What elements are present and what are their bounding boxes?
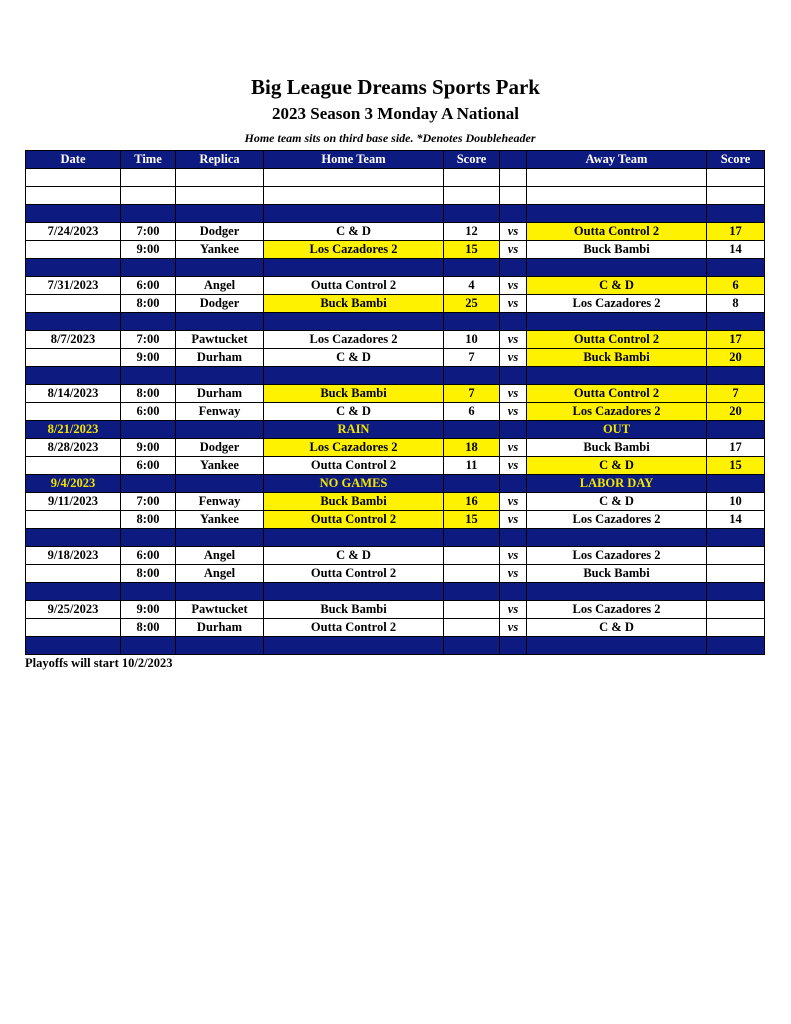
- replica-cell: Angel: [176, 547, 264, 565]
- date-cell: 9/11/2023: [26, 493, 121, 511]
- time-cell: 9:00: [121, 601, 176, 619]
- replica-cell: Durham: [176, 385, 264, 403]
- empty-cell: [26, 313, 121, 331]
- empty-cell: [500, 529, 527, 547]
- game-row: [26, 241, 765, 259]
- away-score-cell: 7: [707, 385, 765, 403]
- date-cell: 9/18/2023: [26, 547, 121, 565]
- replica-cell: Durham: [176, 619, 264, 637]
- date-cell: 8/21/2023: [26, 421, 121, 439]
- away-score-cell: [707, 601, 765, 619]
- vs-cell: vs: [500, 241, 527, 259]
- empty-cell: [527, 205, 707, 223]
- vs-cell: vs: [500, 601, 527, 619]
- vs-cell: vs: [500, 493, 527, 511]
- vs-cell: vs: [500, 403, 527, 421]
- header-home-score: Score: [444, 151, 500, 169]
- date-cell: 9/25/2023: [26, 601, 121, 619]
- header-away-team: Away Team: [527, 151, 707, 169]
- away-team-cell: Buck Bambi: [527, 565, 707, 583]
- replica-cell: Dodger: [176, 223, 264, 241]
- away-team-cell: C & D: [527, 619, 707, 637]
- empty-cell: [264, 205, 444, 223]
- home-team-cell: C & D: [264, 349, 444, 367]
- empty-cell: [444, 205, 500, 223]
- date-cell: [26, 565, 121, 583]
- away-team-cell: Los Cazadores 2: [527, 295, 707, 313]
- separator-row: [26, 529, 765, 547]
- away-score-cell: [707, 421, 765, 439]
- header-replica: Replica: [176, 151, 264, 169]
- replica-cell: Dodger: [176, 295, 264, 313]
- empty-cell: [500, 187, 527, 205]
- away-score-cell: 10: [707, 493, 765, 511]
- home-team-cell: C & D: [264, 547, 444, 565]
- empty-cell: [707, 529, 765, 547]
- home-team-cell: C & D: [264, 403, 444, 421]
- date-cell: [26, 241, 121, 259]
- game-row: [26, 439, 765, 457]
- time-cell: 9:00: [121, 349, 176, 367]
- away-team-cell: Buck Bambi: [527, 439, 707, 457]
- time-cell: 7:00: [121, 493, 176, 511]
- game-row: [26, 619, 765, 637]
- home-team-cell: Los Cazadores 2: [264, 331, 444, 349]
- vs-cell: vs: [500, 547, 527, 565]
- empty-cell: [176, 169, 264, 187]
- away-score-cell: 17: [707, 223, 765, 241]
- special-row: [26, 421, 765, 439]
- replica-cell: Pawtucket: [176, 331, 264, 349]
- game-row: [26, 493, 765, 511]
- date-cell: [26, 295, 121, 313]
- empty-cell: [121, 367, 176, 385]
- home-team-cell: Buck Bambi: [264, 295, 444, 313]
- vs-cell: vs: [500, 457, 527, 475]
- empty-cell: [707, 187, 765, 205]
- time-cell: 7:00: [121, 331, 176, 349]
- empty-cell: [527, 637, 707, 655]
- home-score-cell: 6: [444, 403, 500, 421]
- away-team-cell: Los Cazadores 2: [527, 511, 707, 529]
- away-score-cell: 8: [707, 295, 765, 313]
- empty-cell: [264, 637, 444, 655]
- empty-cell: [444, 313, 500, 331]
- empty-cell: [527, 187, 707, 205]
- away-team-cell: Buck Bambi: [527, 349, 707, 367]
- replica-cell: Durham: [176, 349, 264, 367]
- game-row: [26, 403, 765, 421]
- empty-cell: [264, 259, 444, 277]
- empty-cell: [707, 313, 765, 331]
- game-row: [26, 349, 765, 367]
- home-score-cell: [444, 565, 500, 583]
- empty-cell: [707, 205, 765, 223]
- away-score-cell: 17: [707, 439, 765, 457]
- game-row: [26, 547, 765, 565]
- home-score-cell: 25: [444, 295, 500, 313]
- away-score-cell: [707, 619, 765, 637]
- empty-cell: [444, 259, 500, 277]
- empty-cell: [527, 529, 707, 547]
- empty-cell: [500, 583, 527, 601]
- home-team-cell: Outta Control 2: [264, 619, 444, 637]
- away-team-cell: C & D: [527, 457, 707, 475]
- home-score-cell: 18: [444, 439, 500, 457]
- blank-row: [26, 169, 765, 187]
- separator-row: [26, 259, 765, 277]
- page-subtitle: 2023 Season 3 Monday A National: [271, 104, 519, 123]
- time-cell: 9:00: [121, 241, 176, 259]
- away-score-cell: [707, 547, 765, 565]
- empty-cell: [26, 205, 121, 223]
- away-score-cell: 17: [707, 331, 765, 349]
- time-cell: 6:00: [121, 403, 176, 421]
- playoffs-note: Playoffs will start 10/2/2023: [25, 656, 173, 670]
- empty-cell: [26, 583, 121, 601]
- away-score-cell: [707, 475, 765, 493]
- home-score-cell: 7: [444, 349, 500, 367]
- time-cell: 6:00: [121, 277, 176, 295]
- date-cell: 8/7/2023: [26, 331, 121, 349]
- empty-cell: [264, 313, 444, 331]
- replica-cell: Angel: [176, 565, 264, 583]
- empty-cell: [500, 313, 527, 331]
- date-cell: [26, 403, 121, 421]
- game-row: [26, 223, 765, 241]
- empty-cell: [121, 169, 176, 187]
- schedule-body: [26, 169, 765, 655]
- home-score-cell: [444, 421, 500, 439]
- replica-cell: Fenway: [176, 403, 264, 421]
- header-home-team: Home Team: [264, 151, 444, 169]
- date-cell: 9/4/2023: [26, 475, 121, 493]
- home-team-cell: Buck Bambi: [264, 601, 444, 619]
- home-score-cell: 15: [444, 241, 500, 259]
- replica-cell: [176, 421, 264, 439]
- away-team-cell: C & D: [527, 493, 707, 511]
- separator-row: [26, 313, 765, 331]
- empty-cell: [121, 259, 176, 277]
- empty-cell: [527, 583, 707, 601]
- away-team-cell: OUT: [527, 421, 707, 439]
- vs-cell: vs: [500, 385, 527, 403]
- away-team-cell: Los Cazadores 2: [527, 403, 707, 421]
- home-team-cell: NO GAMES: [264, 475, 444, 493]
- away-score-cell: 14: [707, 511, 765, 529]
- date-cell: 8/28/2023: [26, 439, 121, 457]
- empty-cell: [121, 187, 176, 205]
- away-team-cell: C & D: [527, 277, 707, 295]
- empty-cell: [707, 583, 765, 601]
- empty-cell: [26, 259, 121, 277]
- game-row: [26, 331, 765, 349]
- empty-cell: [444, 169, 500, 187]
- empty-cell: [26, 529, 121, 547]
- header-away-score: Score: [707, 151, 765, 169]
- home-team-cell: Buck Bambi: [264, 385, 444, 403]
- home-score-cell: [444, 619, 500, 637]
- blank-row: [26, 187, 765, 205]
- home-score-cell: [444, 547, 500, 565]
- empty-cell: [707, 637, 765, 655]
- home-team-cell: Los Cazadores 2: [264, 241, 444, 259]
- date-cell: [26, 457, 121, 475]
- home-score-cell: [444, 475, 500, 493]
- empty-cell: [444, 637, 500, 655]
- empty-cell: [444, 187, 500, 205]
- empty-cell: [707, 259, 765, 277]
- separator-row: [26, 637, 765, 655]
- home-team-cell: Buck Bambi: [264, 493, 444, 511]
- away-score-cell: 6: [707, 277, 765, 295]
- vs-cell: vs: [500, 565, 527, 583]
- empty-cell: [264, 367, 444, 385]
- separator-row: [26, 583, 765, 601]
- replica-cell: Pawtucket: [176, 601, 264, 619]
- away-score-cell: 14: [707, 241, 765, 259]
- empty-cell: [444, 367, 500, 385]
- game-row: [26, 601, 765, 619]
- empty-cell: [500, 637, 527, 655]
- empty-cell: [264, 169, 444, 187]
- separator-row: [26, 205, 765, 223]
- home-team-cell: Outta Control 2: [264, 277, 444, 295]
- home-score-cell: [444, 601, 500, 619]
- date-cell: [26, 349, 121, 367]
- game-row: [26, 277, 765, 295]
- replica-cell: Dodger: [176, 439, 264, 457]
- home-score-cell: 15: [444, 511, 500, 529]
- empty-cell: [176, 205, 264, 223]
- vs-cell: vs: [500, 511, 527, 529]
- game-row: [26, 565, 765, 583]
- empty-cell: [500, 259, 527, 277]
- time-cell: 8:00: [121, 565, 176, 583]
- empty-cell: [527, 169, 707, 187]
- home-score-cell: 4: [444, 277, 500, 295]
- empty-cell: [264, 187, 444, 205]
- header-time: Time: [121, 151, 176, 169]
- empty-cell: [121, 637, 176, 655]
- empty-cell: [176, 583, 264, 601]
- empty-cell: [444, 529, 500, 547]
- empty-cell: [121, 313, 176, 331]
- time-cell: 8:00: [121, 619, 176, 637]
- home-score-cell: 11: [444, 457, 500, 475]
- replica-cell: Angel: [176, 277, 264, 295]
- vs-cell: [500, 475, 527, 493]
- separator-row: [26, 367, 765, 385]
- game-row: [26, 295, 765, 313]
- vs-cell: vs: [500, 619, 527, 637]
- home-team-cell: Outta Control 2: [264, 511, 444, 529]
- time-cell: 8:00: [121, 295, 176, 313]
- empty-cell: [176, 259, 264, 277]
- replica-cell: Fenway: [176, 493, 264, 511]
- empty-cell: [264, 529, 444, 547]
- away-score-cell: 20: [707, 349, 765, 367]
- away-team-cell: LABOR DAY: [527, 475, 707, 493]
- vs-cell: vs: [500, 223, 527, 241]
- empty-cell: [527, 367, 707, 385]
- home-team-cell: C & D: [264, 223, 444, 241]
- empty-cell: [26, 637, 121, 655]
- away-score-cell: [707, 565, 765, 583]
- empty-cell: [176, 529, 264, 547]
- empty-cell: [176, 313, 264, 331]
- empty-cell: [500, 205, 527, 223]
- away-score-cell: 20: [707, 403, 765, 421]
- replica-cell: Yankee: [176, 457, 264, 475]
- home-team-cell: Outta Control 2: [264, 565, 444, 583]
- empty-cell: [707, 367, 765, 385]
- vs-cell: [500, 421, 527, 439]
- page-title: Big League Dreams Sports Park: [251, 75, 540, 99]
- replica-cell: Yankee: [176, 511, 264, 529]
- empty-cell: [176, 187, 264, 205]
- header-vs: [500, 151, 527, 169]
- empty-cell: [444, 583, 500, 601]
- schedule-note: Home team sits on third base side. *Denotes Doubleheader: [244, 131, 536, 145]
- schedule-table: [25, 150, 765, 655]
- empty-cell: [26, 367, 121, 385]
- game-row: [26, 385, 765, 403]
- empty-cell: [121, 583, 176, 601]
- special-row: [26, 475, 765, 493]
- time-cell: [121, 421, 176, 439]
- date-cell: [26, 619, 121, 637]
- game-row: [26, 511, 765, 529]
- away-team-cell: Outta Control 2: [527, 223, 707, 241]
- empty-cell: [176, 637, 264, 655]
- vs-cell: vs: [500, 331, 527, 349]
- empty-cell: [121, 529, 176, 547]
- away-team-cell: Buck Bambi: [527, 241, 707, 259]
- header-date: Date: [26, 151, 121, 169]
- home-score-cell: 16: [444, 493, 500, 511]
- empty-cell: [707, 169, 765, 187]
- time-cell: 9:00: [121, 439, 176, 457]
- empty-cell: [176, 367, 264, 385]
- empty-cell: [26, 187, 121, 205]
- time-cell: 6:00: [121, 457, 176, 475]
- empty-cell: [121, 205, 176, 223]
- time-cell: 8:00: [121, 511, 176, 529]
- away-score-cell: 15: [707, 457, 765, 475]
- game-row: [26, 457, 765, 475]
- time-cell: 8:00: [121, 385, 176, 403]
- empty-cell: [500, 169, 527, 187]
- date-cell: 7/31/2023: [26, 277, 121, 295]
- time-cell: 7:00: [121, 223, 176, 241]
- replica-cell: Yankee: [176, 241, 264, 259]
- empty-cell: [26, 169, 121, 187]
- home-team-cell: Los Cazadores 2: [264, 439, 444, 457]
- home-team-cell: Outta Control 2: [264, 457, 444, 475]
- away-team-cell: Outta Control 2: [527, 331, 707, 349]
- home-score-cell: 10: [444, 331, 500, 349]
- time-cell: 6:00: [121, 547, 176, 565]
- replica-cell: [176, 475, 264, 493]
- header-row: [26, 151, 765, 169]
- away-team-cell: Los Cazadores 2: [527, 547, 707, 565]
- away-team-cell: Outta Control 2: [527, 385, 707, 403]
- empty-cell: [527, 259, 707, 277]
- away-team-cell: Los Cazadores 2: [527, 601, 707, 619]
- empty-cell: [527, 313, 707, 331]
- empty-cell: [500, 367, 527, 385]
- date-cell: 7/24/2023: [26, 223, 121, 241]
- home-team-cell: RAIN: [264, 421, 444, 439]
- home-score-cell: 12: [444, 223, 500, 241]
- vs-cell: vs: [500, 295, 527, 313]
- time-cell: [121, 475, 176, 493]
- date-cell: 8/14/2023: [26, 385, 121, 403]
- home-score-cell: 7: [444, 385, 500, 403]
- empty-cell: [264, 583, 444, 601]
- vs-cell: vs: [500, 349, 527, 367]
- date-cell: [26, 511, 121, 529]
- vs-cell: vs: [500, 277, 527, 295]
- vs-cell: vs: [500, 439, 527, 457]
